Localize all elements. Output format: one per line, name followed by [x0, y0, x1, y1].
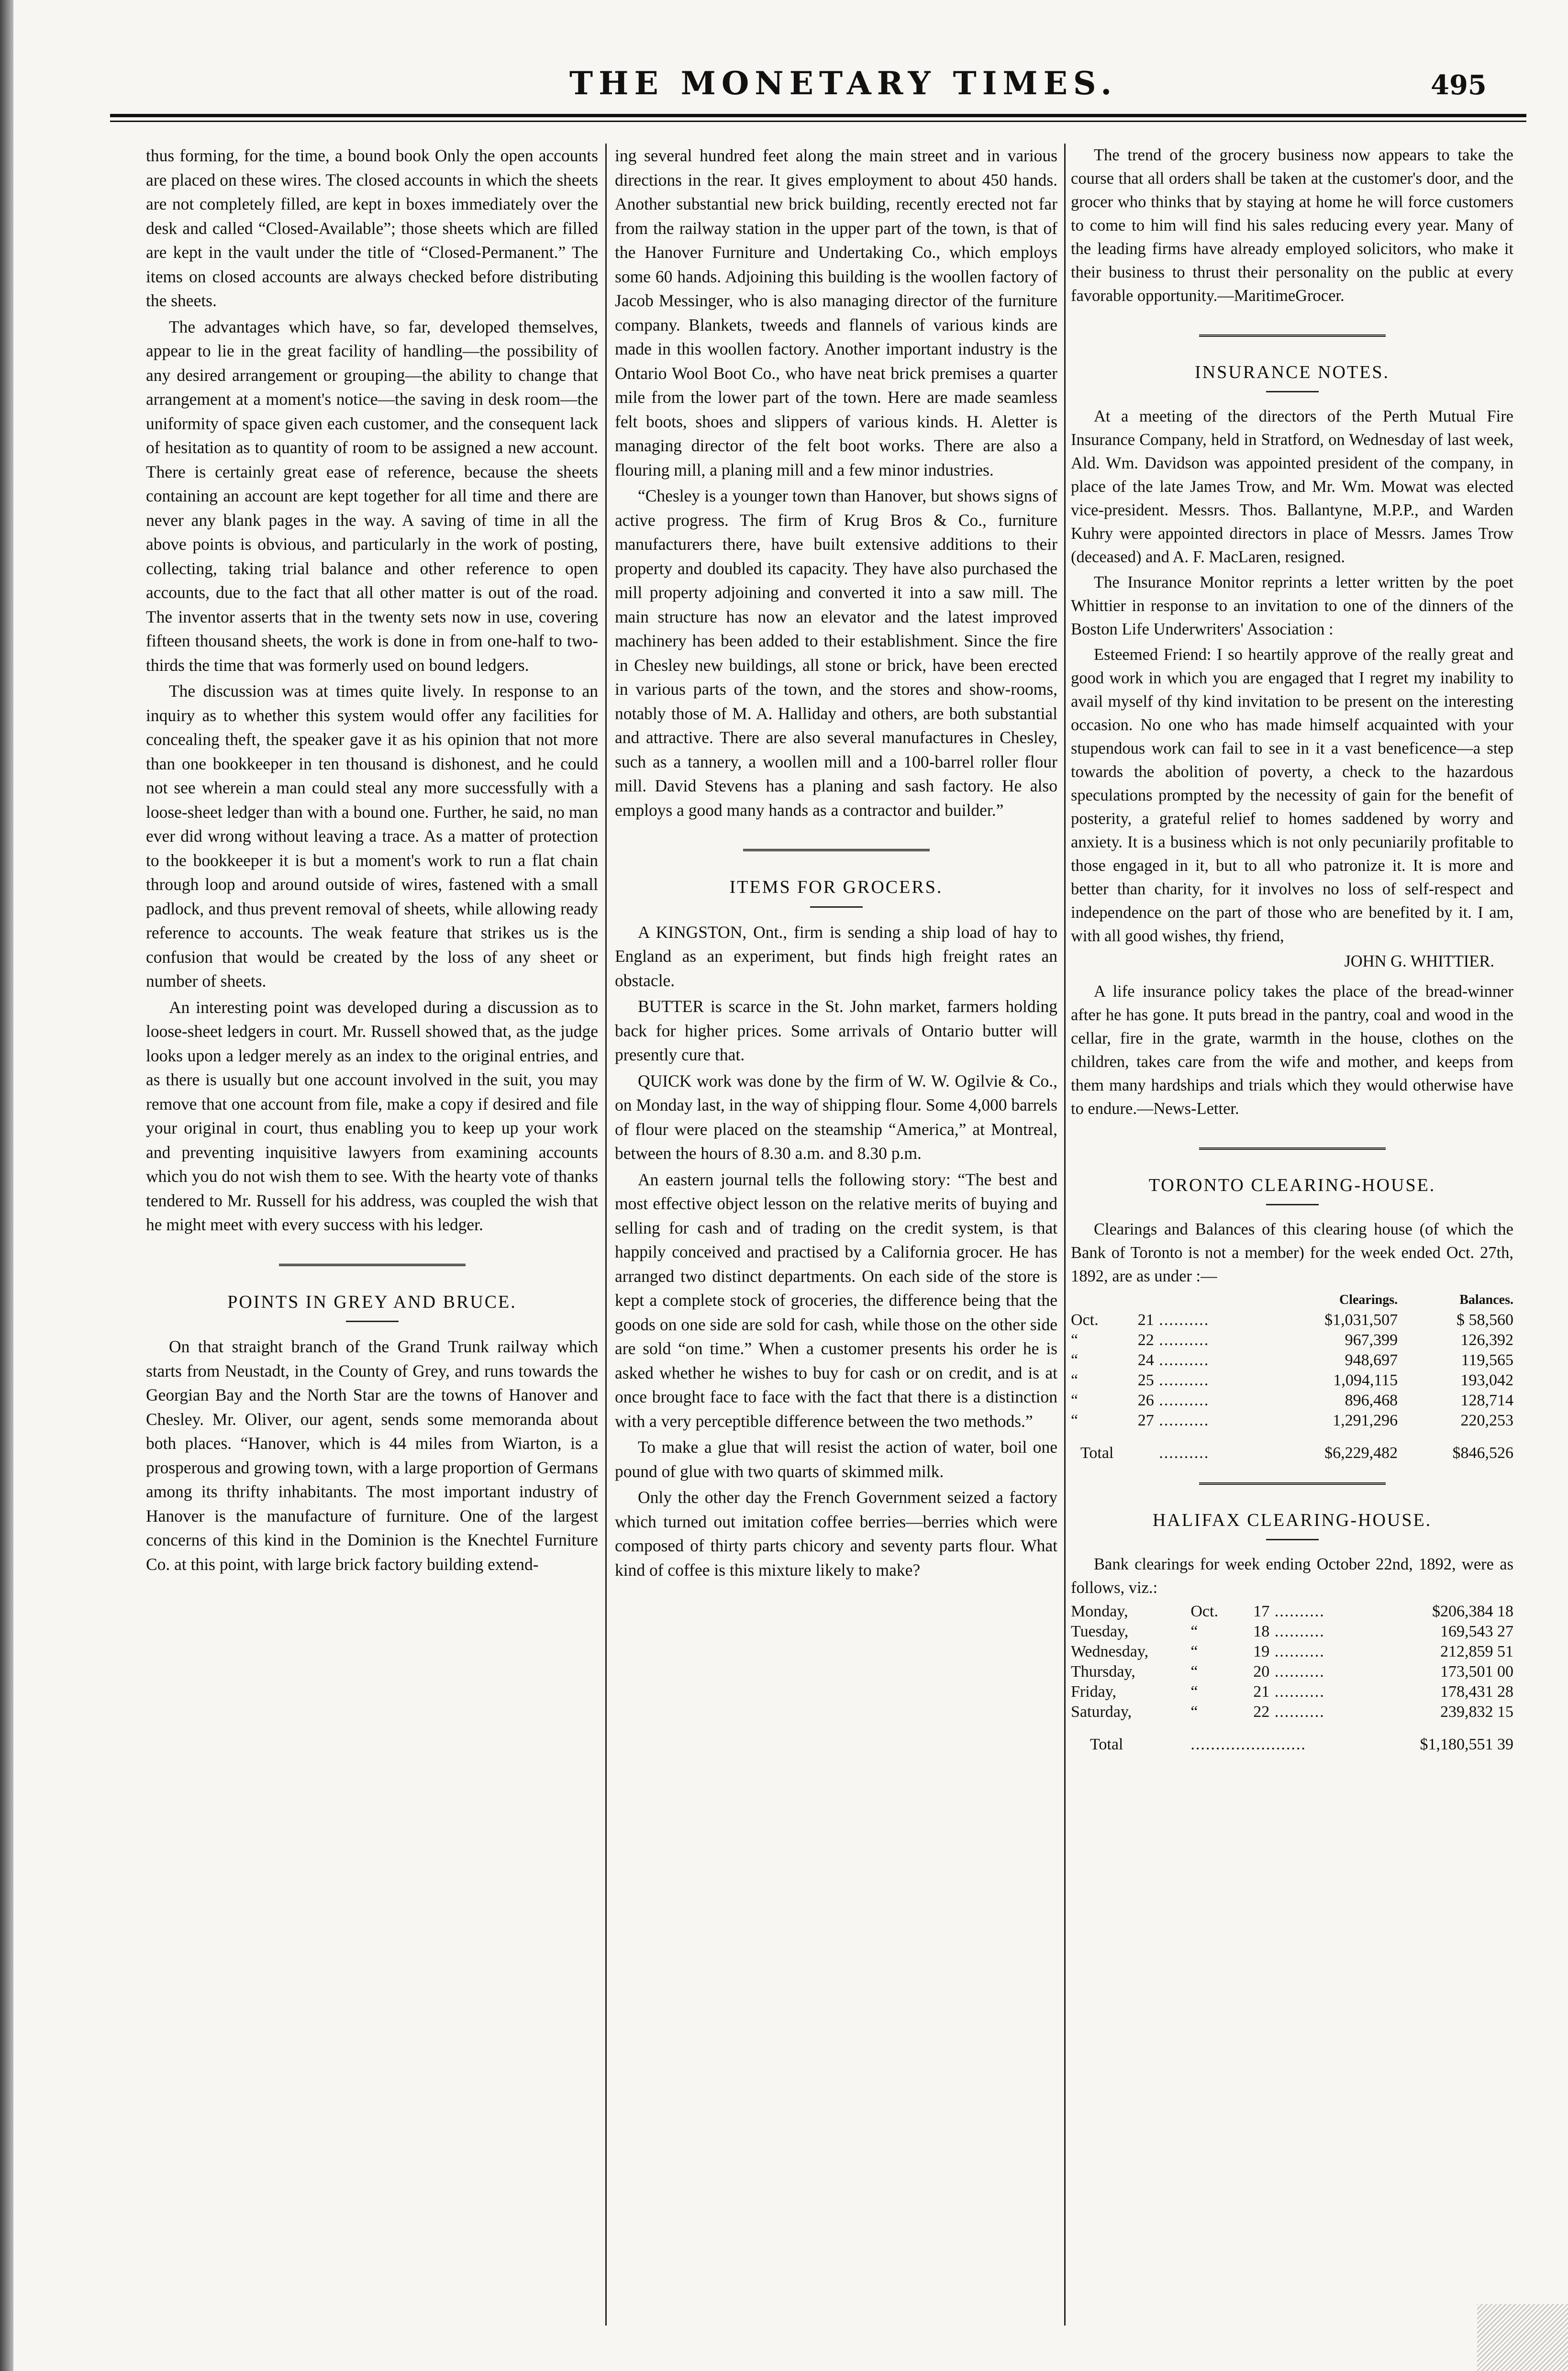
row-month: “: [1190, 1703, 1198, 1721]
leader-dots: ..........: [1154, 1351, 1210, 1369]
row-month: “: [1071, 1371, 1079, 1389]
row-amount: 169,543 27: [1440, 1623, 1513, 1640]
row-balances: 193,042: [1460, 1371, 1513, 1389]
scan-edge: [0, 0, 13, 2371]
heading-underline: [1266, 1539, 1319, 1540]
row-balances: 119,565: [1461, 1351, 1513, 1369]
row-month: “: [1190, 1643, 1198, 1660]
newspaper-title: THE MONETARY TIMES.: [569, 65, 1118, 102]
section-rule: [1199, 1482, 1386, 1487]
table-row: [1071, 1622, 1513, 1642]
section-heading-insurance: INSURANCE NOTES.: [1195, 362, 1390, 382]
article-paragraph: ing several hundred feet along the main street and in various directions in the rear. It gives employment to about 450 hands. Another substantial new brick building, recently erected not far from the railway station in the upper part of the town, is that of the Hanover Furniture and Undertaking Co., which employs some 60 hands. Adjoining this building is the woollen factory of Jacob Messinger, who is also managing director of the furniture company. Blankets, tweeds and flannels of various kinds are made in this woollen factory. Another important industry is the Ontario Wool Boot Co., who have neat brick premises a quarter mile from the lower part of the town. Here are made seamless felt boots, shoes and slippers of various kinds. H. Aletter is managing director of the felt boot works. There are also a flouring mill, a planing mill and a few minor industries.: [615, 146, 1057, 479]
row-day: 17: [1253, 1603, 1270, 1620]
toronto-clearing-table: [1071, 1290, 1513, 1463]
leader-dots: ..........: [1269, 1663, 1325, 1681]
masthead: [0, 0, 1568, 139]
row-month: “: [1190, 1683, 1198, 1701]
letter-signature: JOHN G. WHITTIER.: [1344, 952, 1494, 970]
row-weekday: Thursday,: [1071, 1663, 1135, 1681]
heading-underline: [1266, 391, 1319, 392]
row-clearings: 1,094,115: [1333, 1371, 1398, 1389]
table-row: [1071, 1662, 1513, 1682]
halifax-intro: Bank clearings for week ending October 22nd, 1892, were as follows, viz.:: [1071, 1555, 1513, 1597]
row-clearings: 1,291,296: [1333, 1412, 1398, 1429]
row-month: “: [1190, 1663, 1198, 1681]
row-day: 22: [1137, 1331, 1154, 1349]
table-row: [1071, 1682, 1513, 1702]
table-row: [1071, 1642, 1513, 1662]
column-divider-1: [605, 144, 607, 2326]
grocer-item: BUTTER is scarce in the St. John market, farmers holding back for higher prices. Some arrivals of Ontario butter will presently cure that.: [615, 997, 1057, 1064]
row-month: “: [1190, 1623, 1198, 1640]
total-label: Total: [1080, 1444, 1114, 1462]
row-day: 26: [1137, 1391, 1154, 1409]
total-label: Total: [1090, 1736, 1123, 1753]
row-day: 20: [1253, 1663, 1270, 1681]
leader-dots: ..........: [1154, 1412, 1210, 1429]
masthead-rule-thin: [110, 121, 1526, 122]
row-month: “: [1071, 1412, 1079, 1429]
row-weekday: Saturday,: [1071, 1703, 1132, 1721]
row-amount: $206,384 18: [1432, 1603, 1513, 1620]
row-balances: $ 58,560: [1457, 1311, 1513, 1329]
masthead-rule-thick: [110, 114, 1526, 117]
table-row: [1071, 1702, 1513, 1722]
leader-dots: ..........: [1269, 1683, 1325, 1701]
article-paragraph: A life insurance policy takes the place of the bread-winner after he has gone. It puts bread in the pantry, coal and wood in the cellar, fire in the grate, warmth in the house, clothes on the children, takes care from the wife and mother, and keeps from them many hardships and trials which they would otherwise have to endure.—News-Letter.: [1071, 982, 1513, 1118]
column-divider-2: [1064, 144, 1066, 2326]
column-3: [1071, 144, 1513, 1755]
row-month: “: [1071, 1331, 1079, 1349]
scan-corner-artifact: [1477, 2304, 1568, 2371]
grocer-item: Only the other day the French Government seized a factory which turned out imitation coffee berries—berries which were composed of thirty parts chicory and seventy parts flour. What kind of coffee is this mixture likely to make?: [615, 1488, 1057, 1580]
row-day: 22: [1253, 1703, 1270, 1721]
table-row: [1071, 1330, 1513, 1350]
grocer-item: To make a glue that will resist the action of water, boil one pound of glue with two quarts of skimmed milk.: [615, 1437, 1057, 1481]
article-paragraph: The trend of the grocery business now appears to take the course that all orders shall be taken at the customer's door, and the grocer who thinks that by staying at home he will force customers to come to him will find his sales reducing every year. Many of the leading firms have already employed solicitors, who make it their business to thrust their personality on the public at every favorable opportunity.—MaritimeGrocer.: [1071, 146, 1513, 305]
grocer-item: A KINGSTON, Ont., firm is sending a ship load of hay to England as an experiment, but finds high freight rates an obstacle.: [615, 922, 1057, 990]
article-paragraph: “Chesley is a younger town than Hanover, but shows signs of active progress. The firm of Krug Bros & Co., furniture manufacturers there, have built extensive additions to their property and doubled its capacity. They have also purchased the mill property adjoining and converted it into a saw mill. The main structure has now an elevator and the latest improved machinery has been added to their establishment. Since the fire in Chesley new buildings, all stone or brick, have been erected in various parts of the town, and the stores and show-rooms, notably those of M. A. Halliday and others, are both substantial and attractive. There are also several manufactures in Chesley, such as a tannery, a woollen mill and a 100-barrel roller flour mill. David Stevens has a planing and sash factory. He also employs a good many hands as a contractor and builder.”: [615, 486, 1057, 820]
section-heading-halifax: HALIFAX CLEARING-HOUSE.: [1152, 1510, 1432, 1530]
total-row: [1071, 1722, 1513, 1755]
grocer-item: An eastern journal tells the following story: “The best and most effective object lesson on the relative merits of buying and selling for cash and of trading on the credit system, is that happily conceived and practised by a California grocer. He has arranged two distinct departments. On each side of the store is kept a complete stock of groceries, the difference being that the goods on one side are sold for cash, while those on the other side are sold “on time.” When a customer presents his order he is asked whether he wishes to buy for cash or on credit, and is at once brought face to face with the fact that there is a distinction with a very perceptible difference between the two methods.”: [615, 1169, 1057, 1431]
article-paragraph: The advantages which have, so far, developed themselves, appear to lie in the great facility of handling—the possibility of any desired arrangement or grouping—the ability to change that arrangement at a moment's notice—the saving in desk room—the uniformity of space given each customer, and the consequent lack of hesitation as to quantity of room to be assigned a new account. There is certainly great ease of reference, because the sheets containing an account are kept together for all time and there are never any blank pages in the way. A saving of time in all the above points is obvious, and particularly in the work of posting, collecting, taking trial balance and other reference to open accounts, due to the fact that all other matter is out of the road. The inventor asserts that in the twenty sets now in use, covering fifteen thousand sheets, the work is done in from one-half to two-thirds the time that was formerly used on bound ledgers.: [146, 317, 598, 675]
letter-paragraph: Esteemed Friend: I so heartily approve of the really great and good work in which you are engaged that I regret my inability to avail myself of thy kind invitation to be present on the interesting occasion. No one who has made himself acquainted with your stupendous work can fail to see in it a vast beneficence—a step towards the abolition of poverty, a check to the hazardous speculations prompted by the necessity of gain for the benefit of posterity, a grateful relief to homes saddened by worry and anxiety. It is a business which is not only pecuniarily profitable to those engaged in it, but to all who patronize it. It is more and better than charity, for it involves no loss of self-respect and independence on the part of those who are benefited by it. I am, with all good wishes, thy friend,: [1071, 646, 1513, 945]
leader-dots: ..........: [1269, 1623, 1325, 1640]
row-day: 18: [1253, 1623, 1270, 1640]
leader-dots: ..........: [1269, 1643, 1325, 1660]
leader-dots: ..........: [1154, 1444, 1210, 1462]
section-rule: [743, 849, 930, 853]
heading-underline: [810, 906, 863, 908]
row-month: Oct.: [1190, 1603, 1218, 1620]
row-day: 21: [1253, 1683, 1270, 1701]
row-amount: 178,431 28: [1440, 1683, 1513, 1701]
article-paragraph: The Insurance Monitor reprints a letter written by the poet Whittier in response to an invitation to one of the dinners of the Boston Life Underwriters' Association :: [1071, 573, 1513, 638]
leader-dots: .......................: [1190, 1736, 1306, 1753]
leader-dots: ..........: [1154, 1391, 1210, 1409]
total-balances: $846,526: [1452, 1444, 1513, 1462]
heading-underline: [1266, 1204, 1319, 1205]
table-row: [1071, 1391, 1513, 1411]
column-header-balances: Balances.: [1459, 1292, 1513, 1307]
article-paragraph: The discussion was at times quite lively. In response to an inquiry as to whether this system would offer any facilities for concealing theft, the speaker gave it as his opinion that not more than one bookkeeper in ten thousand is dishonest, and he could not see wherein a man could steal any more successfully with a loose-sheet ledger than with a bound one. Further, he said, no man ever did wrong without leaving a trace. As a matter of protection to the bookkeeper it is but a moment's work to run a flat chain through loop and around outside of wires, fastened with a small padlock, and thus prevent removal of sheets, while allowing ready reference to accounts. The weak feature that strikes us is the confusion that would be created by the loss of any sheet or number of sheets.: [146, 681, 598, 991]
row-clearings: 896,468: [1345, 1391, 1398, 1409]
halifax-clearing-table: [1071, 1602, 1513, 1755]
table-row: [1071, 1602, 1513, 1622]
leader-dots: ..........: [1269, 1703, 1325, 1721]
table-row: [1071, 1411, 1513, 1431]
total-clearings: $6,229,482: [1324, 1444, 1398, 1462]
toronto-intro: Clearings and Balances of this clearing house (of which the Bank of Toronto is not a member) for the week ended Oct. 27th, 1892, are as under :—: [1071, 1220, 1513, 1285]
row-weekday: Wednesday,: [1071, 1643, 1149, 1660]
section-rule: [1199, 334, 1386, 339]
row-weekday: Friday,: [1071, 1683, 1117, 1701]
section-heading-toronto: TORONTO CLEARING-HOUSE.: [1148, 1175, 1436, 1195]
row-day: 21: [1137, 1311, 1154, 1329]
row-weekday: Monday,: [1071, 1603, 1128, 1620]
row-balances: 128,714: [1460, 1391, 1513, 1409]
total-amount: $1,180,551 39: [1420, 1736, 1513, 1753]
row-weekday: Tuesday,: [1071, 1623, 1129, 1640]
row-balances: 220,253: [1460, 1412, 1513, 1429]
column-2: [615, 144, 1057, 1584]
section-rule: [279, 1264, 466, 1268]
table-row: [1071, 1310, 1513, 1330]
column-1: [146, 144, 598, 1578]
row-day: 19: [1253, 1643, 1270, 1660]
row-clearings: $1,031,507: [1324, 1311, 1398, 1329]
leader-dots: ..........: [1154, 1311, 1210, 1329]
leader-dots: ..........: [1154, 1331, 1210, 1349]
article-paragraph: On that straight branch of the Grand Trunk railway which starts from Neustadt, in the County of Grey, and runs towards the Georgian Bay and the North Star are the towns of Hanover and Chesley. Mr. Oliver, our agent, sends some memoranda about both places. “Hanover, which is 44 miles from Wiarton, is a prosperous and growing town, with a large proportion of Germans among its thrifty inhabitants. The most important industry of Hanover is the manufacture of furniture. One of the largest concerns of this kind in the Dominion is the Knechtel Furniture Co. at this point, with large brick factory building extend-: [146, 1337, 598, 1574]
row-day: 27: [1137, 1412, 1154, 1429]
row-amount: 239,832 15: [1440, 1703, 1513, 1721]
row-month: Oct.: [1071, 1311, 1099, 1329]
grocer-item: QUICK work was done by the firm of W. W. Ogilvie & Co., on Monday last, in the way of shipping flour. Some 4,000 barrels of flour were placed on the steamship “America,” at Montreal, between the hours of 8.30 a.m. and 8.30 p.m.: [615, 1071, 1057, 1163]
row-clearings: 967,399: [1345, 1331, 1398, 1349]
section-rule: [1199, 1147, 1386, 1152]
leader-dots: ..........: [1269, 1603, 1325, 1620]
article-paragraph: thus forming, for the time, a bound book Only the open accounts are placed on these wires. The closed accounts in which the sheets are not completely filled, are kept in boxes immediately over the desk and called “Closed-Available”; those sheets which are filled are kept in the vault under the title of “Closed-Permanent.” The items on closed accounts are always checked before distributing the sheets.: [146, 146, 598, 310]
row-day: 24: [1137, 1351, 1154, 1369]
row-month: “: [1071, 1391, 1079, 1409]
row-balances: 126,392: [1460, 1331, 1513, 1349]
section-heading-grey-bruce: POINTS IN GREY AND BRUCE.: [227, 1291, 517, 1312]
row-amount: 212,859 51: [1440, 1643, 1513, 1660]
row-month: “: [1071, 1351, 1079, 1369]
table-row: [1071, 1370, 1513, 1391]
row-clearings: 948,697: [1345, 1351, 1398, 1369]
table-row: [1071, 1350, 1513, 1370]
row-day: 25: [1137, 1371, 1154, 1389]
section-heading-grocers: ITEMS FOR GROCERS.: [729, 877, 943, 897]
heading-underline: [346, 1321, 399, 1322]
page-number: 495: [1431, 69, 1487, 101]
article-paragraph: An interesting point was developed during a discussion as to loose-sheet ledgers in court. Mr. Russell showed that, as the judge looks upon a ledger merely as an index to the original entries, and as there is usually but one account involved in the suit, you may remove that one account from file, make a copy if desired and file your original in court, thus enabling you to keep up your work and preventing inquisitive lawyers from examining accounts which you do not wish them to see. With the hearty vote of thanks tendered to Mr. Russell for his address, was coupled the wish that he might meet with every success with his ledger.: [146, 997, 598, 1234]
leader-dots: ..........: [1154, 1371, 1210, 1389]
total-row: [1071, 1431, 1513, 1463]
article-paragraph: At a meeting of the directors of the Perth Mutual Fire Insurance Company, held in Stratford, on Wednesday of last week, Ald. Wm. Davidson was appointed president of the company, in place of the late James Trow, and Mr. Wm. Mowat was elected vice-president. Messrs. Thos. Ballantyne, M.P.P., and Warden Kuhry were appointed directors in place of Messrs. James Trow (deceased) and A. F. MacLaren, resigned.: [1071, 407, 1513, 566]
row-amount: 173,501 00: [1440, 1663, 1513, 1681]
column-header-clearings: Clearings.: [1339, 1292, 1398, 1307]
